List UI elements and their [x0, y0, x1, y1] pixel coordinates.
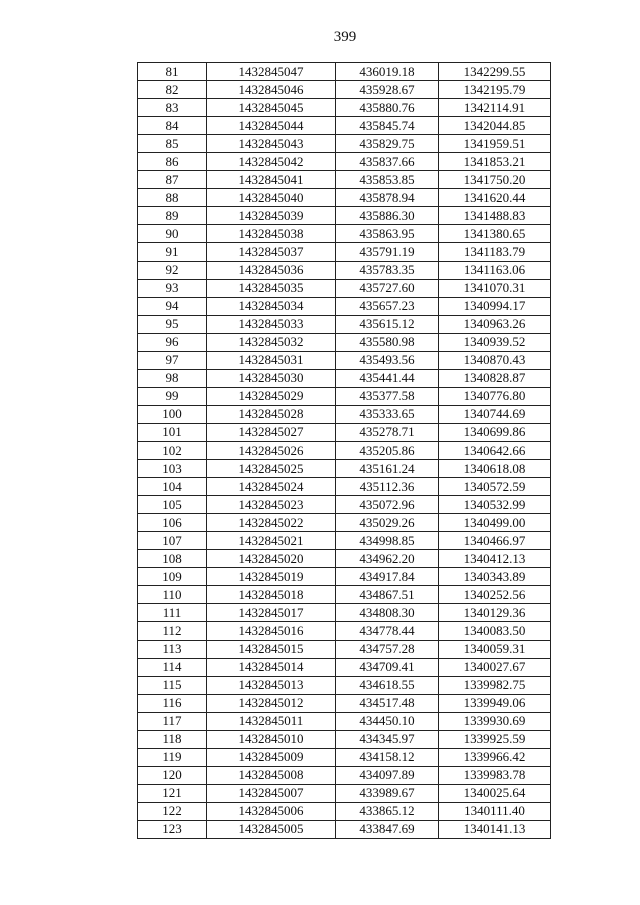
point-id-cell: 1432845016	[207, 622, 336, 640]
table-row	[138, 658, 551, 676]
table-row	[138, 315, 551, 333]
table-row	[138, 730, 551, 748]
x-coordinate-cell: 434618.55	[336, 676, 439, 694]
point-id-cell: 1432845032	[207, 333, 336, 351]
table-row	[138, 748, 551, 766]
x-coordinate-cell: 435580.98	[336, 333, 439, 351]
point-id-cell: 1432845007	[207, 784, 336, 802]
table-row	[138, 478, 551, 496]
x-coordinate-cell: 433847.69	[336, 820, 439, 838]
point-number-cell: 116	[138, 694, 207, 712]
y-coordinate-cell: 1340343.89	[439, 568, 551, 586]
x-coordinate-cell: 435278.71	[336, 423, 439, 441]
point-id-cell: 1432845043	[207, 135, 336, 153]
table-row	[138, 441, 551, 459]
table-row	[138, 189, 551, 207]
x-coordinate-cell: 435878.94	[336, 189, 439, 207]
point-number-cell: 101	[138, 423, 207, 441]
y-coordinate-cell: 1341070.31	[439, 279, 551, 297]
x-coordinate-cell: 435029.26	[336, 514, 439, 532]
point-id-cell: 1432845024	[207, 478, 336, 496]
y-coordinate-cell: 1340744.69	[439, 405, 551, 423]
point-id-cell: 1432845029	[207, 387, 336, 405]
point-id-cell: 1432845044	[207, 117, 336, 135]
y-coordinate-cell: 1340699.86	[439, 423, 551, 441]
point-id-cell: 1432845013	[207, 676, 336, 694]
table-row	[138, 153, 551, 171]
x-coordinate-cell: 435333.65	[336, 405, 439, 423]
coordinates-table-body	[138, 63, 551, 839]
point-number-cell: 104	[138, 478, 207, 496]
point-number-cell: 115	[138, 676, 207, 694]
point-number-cell: 121	[138, 784, 207, 802]
point-id-cell: 1432845027	[207, 423, 336, 441]
x-coordinate-cell: 435072.96	[336, 496, 439, 514]
x-coordinate-cell: 434345.97	[336, 730, 439, 748]
point-id-cell: 1432845015	[207, 640, 336, 658]
table-row	[138, 766, 551, 784]
x-coordinate-cell: 435493.56	[336, 351, 439, 369]
y-coordinate-cell: 1340776.80	[439, 387, 551, 405]
y-coordinate-cell: 1341488.83	[439, 207, 551, 225]
point-id-cell: 1432845026	[207, 441, 336, 459]
table-row	[138, 532, 551, 550]
y-coordinate-cell: 1340083.50	[439, 622, 551, 640]
x-coordinate-cell: 434450.10	[336, 712, 439, 730]
point-number-cell: 97	[138, 351, 207, 369]
x-coordinate-cell: 434778.44	[336, 622, 439, 640]
x-coordinate-cell: 434097.89	[336, 766, 439, 784]
y-coordinate-cell: 1342044.85	[439, 117, 551, 135]
table-row	[138, 496, 551, 514]
x-coordinate-cell: 434709.41	[336, 658, 439, 676]
table-row	[138, 81, 551, 99]
point-number-cell: 100	[138, 405, 207, 423]
x-coordinate-cell: 434757.28	[336, 640, 439, 658]
x-coordinate-cell: 435845.74	[336, 117, 439, 135]
x-coordinate-cell: 436019.18	[336, 63, 439, 81]
point-number-cell: 90	[138, 225, 207, 243]
point-number-cell: 98	[138, 369, 207, 387]
table-row	[138, 171, 551, 189]
y-coordinate-cell: 1340111.40	[439, 802, 551, 820]
table-row	[138, 460, 551, 478]
point-id-cell: 1432845035	[207, 279, 336, 297]
point-number-cell: 83	[138, 99, 207, 117]
coordinates-table	[137, 62, 551, 839]
point-id-cell: 1432845011	[207, 712, 336, 730]
x-coordinate-cell: 433865.12	[336, 802, 439, 820]
point-id-cell: 1432845046	[207, 81, 336, 99]
y-coordinate-cell: 1340499.00	[439, 514, 551, 532]
table-row	[138, 279, 551, 297]
y-coordinate-cell: 1340572.59	[439, 478, 551, 496]
x-coordinate-cell: 435727.60	[336, 279, 439, 297]
point-id-cell: 1432845042	[207, 153, 336, 171]
point-number-cell: 99	[138, 387, 207, 405]
point-id-cell: 1432845039	[207, 207, 336, 225]
x-coordinate-cell: 435837.66	[336, 153, 439, 171]
point-id-cell: 1432845023	[207, 496, 336, 514]
point-number-cell: 87	[138, 171, 207, 189]
table-row	[138, 207, 551, 225]
x-coordinate-cell: 434998.85	[336, 532, 439, 550]
y-coordinate-cell: 1342299.55	[439, 63, 551, 81]
y-coordinate-cell: 1340870.43	[439, 351, 551, 369]
y-coordinate-cell: 1340412.13	[439, 550, 551, 568]
table-row	[138, 225, 551, 243]
point-number-cell: 102	[138, 441, 207, 459]
point-number-cell: 113	[138, 640, 207, 658]
table-row	[138, 261, 551, 279]
point-number-cell: 117	[138, 712, 207, 730]
point-id-cell: 1432845036	[207, 261, 336, 279]
x-coordinate-cell: 435377.58	[336, 387, 439, 405]
point-id-cell: 1432845031	[207, 351, 336, 369]
y-coordinate-cell: 1339949.06	[439, 694, 551, 712]
point-number-cell: 108	[138, 550, 207, 568]
point-number-cell: 123	[138, 820, 207, 838]
point-id-cell: 1432845033	[207, 315, 336, 333]
x-coordinate-cell: 435853.85	[336, 171, 439, 189]
x-coordinate-cell: 435205.86	[336, 441, 439, 459]
y-coordinate-cell: 1341750.20	[439, 171, 551, 189]
table-row	[138, 117, 551, 135]
point-number-cell: 94	[138, 297, 207, 315]
point-number-cell: 82	[138, 81, 207, 99]
table-row	[138, 99, 551, 117]
point-id-cell: 1432845020	[207, 550, 336, 568]
x-coordinate-cell: 435880.76	[336, 99, 439, 117]
x-coordinate-cell: 435829.75	[336, 135, 439, 153]
x-coordinate-cell: 435886.30	[336, 207, 439, 225]
point-id-cell: 1432845028	[207, 405, 336, 423]
x-coordinate-cell: 433989.67	[336, 784, 439, 802]
y-coordinate-cell: 1340994.17	[439, 297, 551, 315]
table-row	[138, 820, 551, 838]
point-id-cell: 1432845038	[207, 225, 336, 243]
point-number-cell: 105	[138, 496, 207, 514]
point-number-cell: 119	[138, 748, 207, 766]
point-id-cell: 1432845041	[207, 171, 336, 189]
point-number-cell: 81	[138, 63, 207, 81]
y-coordinate-cell: 1340025.64	[439, 784, 551, 802]
point-id-cell: 1432845019	[207, 568, 336, 586]
table-row	[138, 640, 551, 658]
point-id-cell: 1432845021	[207, 532, 336, 550]
point-number-cell: 95	[138, 315, 207, 333]
x-coordinate-cell: 435615.12	[336, 315, 439, 333]
point-number-cell: 92	[138, 261, 207, 279]
table-row	[138, 351, 551, 369]
x-coordinate-cell: 434158.12	[336, 748, 439, 766]
table-row	[138, 297, 551, 315]
y-coordinate-cell: 1340963.26	[439, 315, 551, 333]
y-coordinate-cell: 1341853.21	[439, 153, 551, 171]
table-row	[138, 514, 551, 532]
point-number-cell: 109	[138, 568, 207, 586]
point-number-cell: 114	[138, 658, 207, 676]
y-coordinate-cell: 1340027.67	[439, 658, 551, 676]
y-coordinate-cell: 1341183.79	[439, 243, 551, 261]
y-coordinate-cell: 1341163.06	[439, 261, 551, 279]
x-coordinate-cell: 435112.36	[336, 478, 439, 496]
table-row	[138, 622, 551, 640]
point-id-cell: 1432845008	[207, 766, 336, 784]
table-row	[138, 784, 551, 802]
point-number-cell: 120	[138, 766, 207, 784]
point-id-cell: 1432845010	[207, 730, 336, 748]
table-row	[138, 676, 551, 694]
table-row	[138, 712, 551, 730]
point-number-cell: 107	[138, 532, 207, 550]
y-coordinate-cell: 1339966.42	[439, 748, 551, 766]
table-row	[138, 568, 551, 586]
point-number-cell: 85	[138, 135, 207, 153]
table-row	[138, 135, 551, 153]
x-coordinate-cell: 435783.35	[336, 261, 439, 279]
y-coordinate-cell: 1340939.52	[439, 333, 551, 351]
point-number-cell: 84	[138, 117, 207, 135]
x-coordinate-cell: 435161.24	[336, 460, 439, 478]
x-coordinate-cell: 435441.44	[336, 369, 439, 387]
y-coordinate-cell: 1340618.08	[439, 460, 551, 478]
y-coordinate-cell: 1340466.97	[439, 532, 551, 550]
table-row	[138, 802, 551, 820]
y-coordinate-cell: 1340532.99	[439, 496, 551, 514]
point-id-cell: 1432845009	[207, 748, 336, 766]
y-coordinate-cell: 1339982.75	[439, 676, 551, 694]
point-id-cell: 1432845012	[207, 694, 336, 712]
point-number-cell: 118	[138, 730, 207, 748]
x-coordinate-cell: 434808.30	[336, 604, 439, 622]
table-row	[138, 604, 551, 622]
point-id-cell: 1432845018	[207, 586, 336, 604]
table-row	[138, 405, 551, 423]
y-coordinate-cell: 1341380.65	[439, 225, 551, 243]
table-row	[138, 63, 551, 81]
y-coordinate-cell: 1340141.13	[439, 820, 551, 838]
table-row	[138, 550, 551, 568]
point-number-cell: 93	[138, 279, 207, 297]
coordinates-table-wrapper	[137, 62, 551, 839]
y-coordinate-cell: 1339983.78	[439, 766, 551, 784]
y-coordinate-cell: 1340642.66	[439, 441, 551, 459]
y-coordinate-cell: 1340129.36	[439, 604, 551, 622]
point-id-cell: 1432845040	[207, 189, 336, 207]
point-id-cell: 1432845022	[207, 514, 336, 532]
x-coordinate-cell: 434917.84	[336, 568, 439, 586]
point-number-cell: 112	[138, 622, 207, 640]
point-number-cell: 106	[138, 514, 207, 532]
point-id-cell: 1432845006	[207, 802, 336, 820]
point-number-cell: 89	[138, 207, 207, 225]
point-id-cell: 1432845014	[207, 658, 336, 676]
y-coordinate-cell: 1342114.91	[439, 99, 551, 117]
table-row	[138, 243, 551, 261]
point-number-cell: 111	[138, 604, 207, 622]
y-coordinate-cell: 1342195.79	[439, 81, 551, 99]
table-row	[138, 586, 551, 604]
point-number-cell: 122	[138, 802, 207, 820]
point-id-cell: 1432845005	[207, 820, 336, 838]
table-row	[138, 369, 551, 387]
x-coordinate-cell: 435863.95	[336, 225, 439, 243]
x-coordinate-cell: 434517.48	[336, 694, 439, 712]
x-coordinate-cell: 435928.67	[336, 81, 439, 99]
point-id-cell: 1432845045	[207, 99, 336, 117]
point-number-cell: 110	[138, 586, 207, 604]
y-coordinate-cell: 1340059.31	[439, 640, 551, 658]
point-id-cell: 1432845034	[207, 297, 336, 315]
y-coordinate-cell: 1339930.69	[439, 712, 551, 730]
point-number-cell: 96	[138, 333, 207, 351]
y-coordinate-cell: 1341620.44	[439, 189, 551, 207]
y-coordinate-cell: 1339925.59	[439, 730, 551, 748]
x-coordinate-cell: 434867.51	[336, 586, 439, 604]
table-row	[138, 423, 551, 441]
point-number-cell: 86	[138, 153, 207, 171]
y-coordinate-cell: 1340828.87	[439, 369, 551, 387]
y-coordinate-cell: 1340252.56	[439, 586, 551, 604]
table-row	[138, 694, 551, 712]
point-number-cell: 88	[138, 189, 207, 207]
point-number-cell: 103	[138, 460, 207, 478]
point-number-cell: 91	[138, 243, 207, 261]
x-coordinate-cell: 435791.19	[336, 243, 439, 261]
y-coordinate-cell: 1341959.51	[439, 135, 551, 153]
x-coordinate-cell: 434962.20	[336, 550, 439, 568]
point-id-cell: 1432845030	[207, 369, 336, 387]
point-id-cell: 1432845037	[207, 243, 336, 261]
x-coordinate-cell: 435657.23	[336, 297, 439, 315]
point-id-cell: 1432845017	[207, 604, 336, 622]
table-row	[138, 333, 551, 351]
point-id-cell: 1432845025	[207, 460, 336, 478]
page-number: 399	[333, 29, 357, 45]
point-id-cell: 1432845047	[207, 63, 336, 81]
table-row	[138, 387, 551, 405]
